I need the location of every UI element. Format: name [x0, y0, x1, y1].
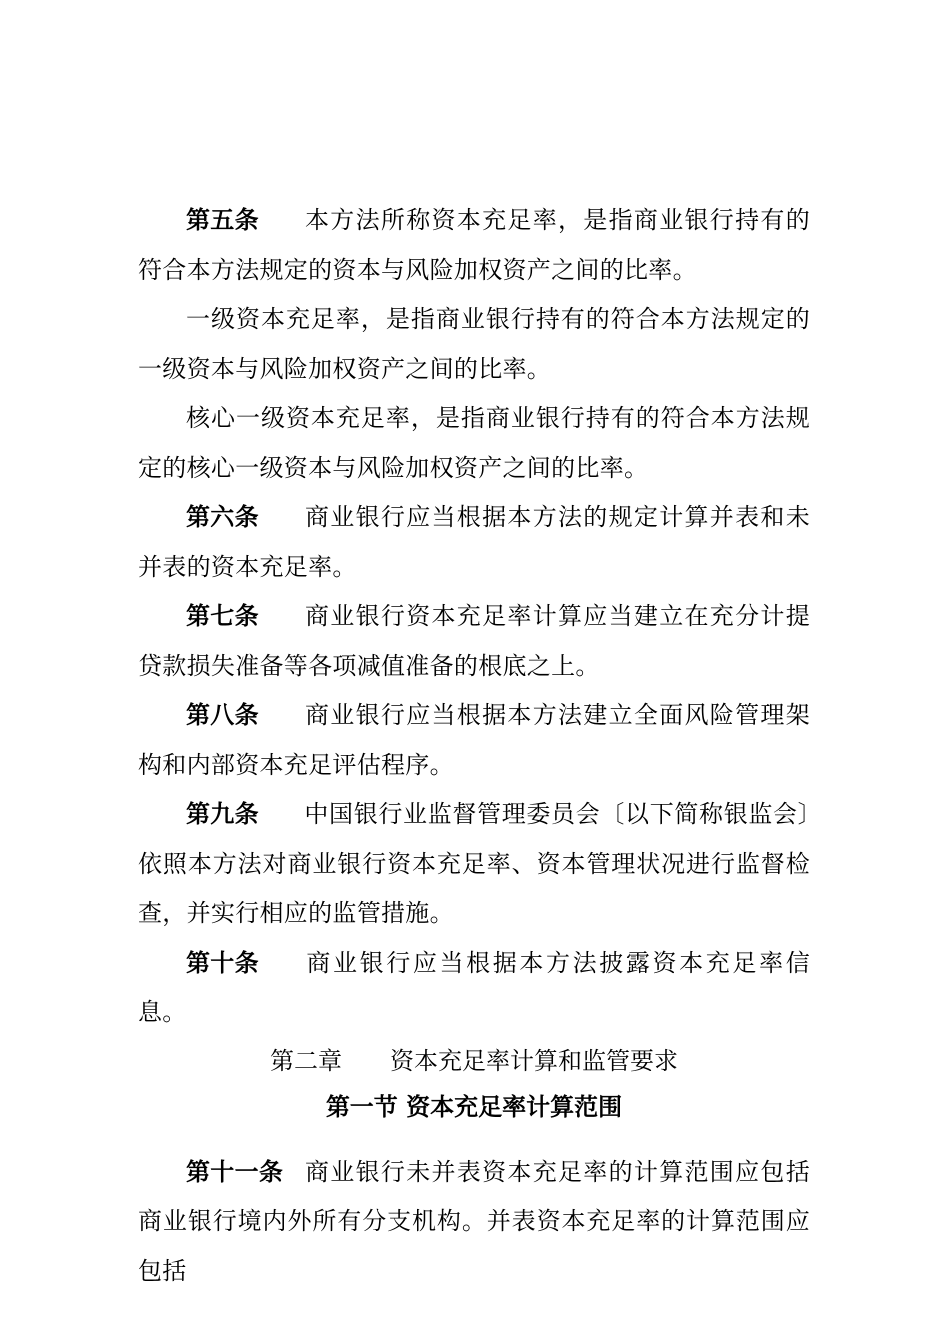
chapter-title: 资本充足率计算和监管要求 [390, 1046, 678, 1075]
article-label: 第七条 [186, 602, 259, 630]
article-label: 第九条 [186, 800, 259, 828]
article-5 [138, 196, 810, 295]
article-text: 商业银行未并表资本充足率的计算范围应包括商业银行境内外所有分支机构。并表资本充足率的计算范围应包括 [138, 1157, 810, 1285]
article-label: 第八条 [186, 701, 259, 729]
article-text: 中国银行业监督管理委员会〔以下简称银监会〕依照本方法对商业银行资本充足率、资本管理状况进行监督检查，并实行相应的监管措施。 [138, 800, 810, 927]
article-text: 商业银行应当根据本方法建立全面风险管理架构和内部资本充足评估程序。 [138, 701, 810, 779]
section-heading: 第一节 资本充足率计算范围 [325, 1091, 623, 1121]
article-11 [138, 1148, 810, 1297]
article-text: 本方法所称资本充足率，是指商业银行持有的符合本方法规定的资本与风险加权资产之间的比率。 [138, 206, 810, 284]
document-body [138, 196, 810, 1296]
article-text: 一级资本充足率，是指商业银行持有的符合本方法规定的一级资本与风险加权资产之间的比率。 [138, 305, 810, 383]
article-text: 核心一级资本充足率，是指商业银行持有的符合本方法规定的核心一级资本与风险加权资产之间的比率。 [138, 404, 810, 482]
chapter-heading [138, 1038, 810, 1084]
article-label: 第六条 [186, 503, 259, 531]
article-label: 第十一条 [186, 1157, 284, 1186]
article-10 [138, 939, 810, 1038]
article-9 [138, 790, 810, 939]
article-7 [138, 592, 810, 691]
article-text: 商业银行资本充足率计算应当建立在充分计提贷款损失准备等各项减值准备的根底之上。 [138, 602, 810, 680]
article-label: 第五条 [186, 206, 259, 234]
article-text: 商业银行应当根据本方法的规定计算并表和未并表的资本充足率。 [138, 503, 810, 581]
article-text: 商业银行应当根据本方法披露资本充足率信息。 [138, 948, 810, 1026]
article-5-paragraph-2 [138, 295, 810, 394]
chapter-number: 第二章 [270, 1046, 342, 1075]
article-8 [138, 691, 810, 790]
article-label: 第十条 [186, 948, 259, 977]
article-5-paragraph-3 [138, 394, 810, 493]
article-6 [138, 493, 810, 592]
